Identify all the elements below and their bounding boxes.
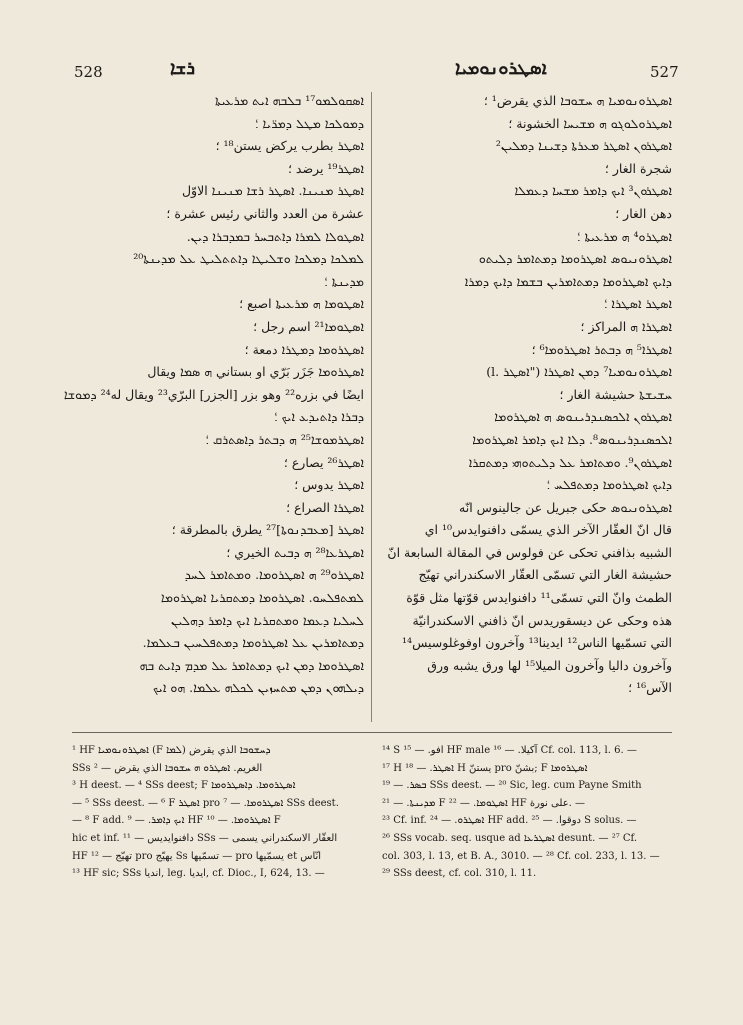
dictionary-line: ܡܕܝܢܬܐ ؛ [324, 273, 364, 289]
dictionary-line: ܕܝܠܗܘܢ ܕܡܢ ܡܬܚܙܝܢ ܠܟܠܗ ܥܠܡܐ. ܗܘ ܐܝܟ [152, 680, 364, 696]
footnote-line: — ⁸ F add. ܐܝܟ ܕܐܡܪ. — ⁹ HF ܐܣܛܪܘܡܐ. — ¹⁰ F [72, 815, 281, 827]
left-column [63, 90, 364, 700]
dictionary-line: ܐܣܛܪܘܠܘܓܘ ܗ ܡܫܝܚܐ الخشونة ؛ [508, 115, 672, 131]
dictionary-line: عشرة من العدد والثاني رئيس عشرة ؛ [166, 205, 364, 221]
dictionary-line: ܐܣܛܪܘܢ ܐܠܟܣܢܕܪܝܢܘܣ ܗ ܐܣܛܪܘܡܐ [494, 409, 672, 425]
dictionary-line: الشبيه بذافني تحكى عن فولوس في المقالة السابعة انّ [387, 544, 672, 560]
left-running-title: ܪܫܐ [170, 58, 195, 79]
footnote-line: HF ¹² — تهيّج pro يهيّج Ss تسمّيها — pro يسمّيها et انّاس [72, 850, 322, 862]
dictionary-line: ܐܣܛܪܘܢܘܡܝܐ ܗ ܚܫܘܒܐ الذي يقرض¹ ؛ [483, 93, 672, 108]
dictionary-line: ܐܣܛܪ ܡܢܝܢܐ. ܐܣܛܪ ܪܫܐ ܡܢܝܢܐ الاوّل [181, 183, 364, 199]
dictionary-line: ܐܣܛܪܘܢ³ ܐܝܟ ܕܐܡܪ ܡܫܚܐ ܕܥܡܠܐ [514, 183, 672, 199]
dictionary-line: ܚܫܝܫܬܐ حشيشة الغار ؛ [559, 386, 672, 402]
footnote-line: hic et inf. ¹¹ — دافنوايديس SSs — العقّار الاسكندراني يسمى [72, 832, 338, 844]
dictionary-line: ܕܡܘܠܟܐ ܡܛܠ ܕܡܪ̈ܝܐ ؛ [255, 115, 364, 131]
footnote-line: — ⁵ SSs deest. — ⁶ F ܐܣܛܪ pro ܐܣܛܪܘܡܐ. — ⁷ SSs deest. [72, 797, 339, 809]
dictionary-line: الآس¹⁶ ؛ [628, 680, 672, 696]
footnotes-right [382, 742, 672, 883]
dictionary-line: ܐܣܛܪܘ⁴ ܗ ܡܪܥܝܬܐ ؛ [577, 228, 672, 244]
dictionary-line: ܕܐܝܟ ܐܣܛܪܘܡܐ ܕܡܬܐܡܪܝܢ ܒܫܡܐ ܕܐܝܟ ܕܡܪܐ [464, 273, 672, 289]
dictionary-line: ܐܣܛܪܘܢ⁹. ܘܡܬܐܡܪ ܥܠ ܕܠܝܬܘܗܝ ܕܡܬܩܪܐ [468, 454, 672, 470]
dictionary-line: ܐܣܛܪ²⁶ يصارع ؛ [283, 454, 364, 470]
dictionary-line: الطمث وانّ التي تسمّى¹¹ دافنوايدس قوّتها مثل قوّة [406, 590, 672, 606]
dictionary-line: ܐܣܛܘܡܐ ܗ ܡܪܥܝܬܐ اصبع ؛ [239, 296, 364, 312]
right-running-title: ܐܣܛܪܘܢܘܡܝܐ [455, 58, 547, 79]
dictionary-line: ܐܣܛܪܐ⁵ ܗ ܕܒܬܪ ܐܣܛܪܘܡܐ⁶ ؛ [531, 341, 672, 357]
dictionary-line: ܐܣܛܘܠܐ ܠܡܪܐ ܕܐܬܒܚܪ ܒܡܕܒܪܐ ܕܝܢ. [186, 228, 364, 244]
dictionary-line: ܐܣܛܪܐ ܗ المراكز ؛ [580, 318, 672, 334]
right-column [380, 90, 672, 700]
footnote-line: ³ H deest. — ⁴ SSs deest; F ܐܣܛܪܘܡܐ. ܕܐܣܛܪܘܡܐ [72, 780, 296, 792]
footnote-line: ²³ Cf. inf. ܐܣܛܪܘ. — ²⁴ HF add. دوقوا. — ²⁵ S solus. — [382, 815, 637, 827]
dictionary-line: ܐܣܛܪܡܘܫܐ²⁵ ܗ ܕܒܬܪ ܕܐܣܬܪܩ ؛ [205, 431, 364, 447]
dictionary-line: ܠܚܠܝܐ ܕܥܡܐ ܘܡܬܩܪܝܐ ܐܝܟ ܕܐܡܪ ܕܗܠܝܢ [170, 612, 364, 628]
footnote-line: col. 303, l. 13, et B. A., 3010. — ²⁸ Cf. col. 233, l. 13. — [382, 850, 660, 862]
footnote-line: ²⁹ SSs deest, cf. col. 310, l. 11. [382, 868, 537, 880]
dictionary-line: ܐܣܛܪܘܢܝܘܣ ܐܣܛܪܘܡܐ ܕܡܬܐܡܪ ܕܠܝܬܘ [478, 251, 672, 267]
dictionary-line: ܕܒܪܐ ܕܐܬܝܕܥ ܐܝܟ ؛ [274, 409, 364, 425]
dictionary-line: قال انّ العقّار الآخر الذي يسمّى دافنوايدس¹⁰ اي [424, 522, 672, 538]
dictionary-line: ܐܣܛܪܘܢܝܘܣ حكى جبريل عن جالينوس انّه [459, 499, 672, 515]
dictionary-line: ܐܣܛܪܘܡܐ ܕܡܛܪܐ دمعة ؛ [244, 341, 364, 357]
dictionary-line: ܐܣܛܪܘܡܐ جَزَر بَرّي او بستاني ܗ ܣܡܐ ويقال [147, 364, 364, 380]
footnote-line: ¹ HF ܐܣܛܪܘܢܘܡܝܐ (F ܠܡܐ) ܕܚܫܘܒܐ الذي يقرض [72, 745, 271, 756]
footnotes-left [72, 742, 362, 883]
column-divider [371, 92, 372, 722]
dictionary-line: ܐܣܛܪ¹⁹ يرضد ؛ [287, 160, 364, 176]
footnote-line: ²⁶ SSs vocab. seq. usque ad ܐܣܛܪܥܐ desunt. — ²⁷ Cf. [382, 832, 638, 844]
dictionary-line: التي تسمّيها الناس¹² ايدينا¹³ وآخرون اوفوغلوسيس¹⁴ [402, 635, 672, 651]
right-page-number: 527 [650, 63, 679, 81]
dictionary-line: ܐܠܟܣܢܕܪܝܢܘܣ⁸. ܕܠܐ ܐܝܟ ܕܐܡܪ ܐܣܛܪܘܡܐ [472, 431, 672, 447]
dictionary-line: ܐܣܛܪܐ الصراع ؛ [286, 499, 364, 515]
dictionary-line: ܐܣܛܘܡܐ²¹ اسم رجل ؛ [253, 318, 364, 334]
dictionary-line: ܐܣܛܪܘܢܘܡܝܐ⁷ ܕܡܢ ܐܣܛܪܐ ("ܐܣܛܪ .l) [486, 364, 672, 380]
dictionary-line: ܐܣܛܪ ܐܣܛܪܐ ؛ [604, 296, 672, 312]
dictionary-line: ܐܣܩܘܠܡܘ¹⁷ ܒܠܒܗ ܐܝܬ ܡܪܥܝܬܐ [214, 93, 364, 108]
dictionary-line: شجرة الغار ؛ [604, 160, 672, 176]
footnote-line: ܡܕܝܢܬܐ. — ²¹ F ܐܣܛܘܡܐ. — ²² HF على نورة. — [382, 797, 586, 809]
dictionary-line: ܐܣܛܪܥܐ²⁸ ܗ ܕܒܝܬ الخيري ؛ [226, 544, 364, 560]
footnote-line: ¹⁴ S افو. — ¹⁵ HF male آكيلا. — ¹⁶ Cf. col. 113, l. 6. — [382, 745, 637, 756]
dictionary-line: ܠܡܬܦܠܚܘ. ܐܣܛܪܘܡܐ ܕܡܬܩܪܝܐ ܐܣܛܪܘܡܐ [160, 590, 364, 606]
dictionary-line: ܐܣܛܪܘܢ ܐܣܛܪ ܡܥܪܬܐ ܕܫܝܢܐ ܕܡܠܝܢ² [495, 138, 672, 154]
dictionary-line: ܐܣܛܪܘ²⁹ ܗ ܐܣܛܪܘܡܐ. ܘܡܬܐܡܪ ܠܚܕ [184, 567, 364, 583]
dictionary-line: ܕܡܬܐܡܪܝܢ ܥܠ ܐܣܛܪܘܡܐ ܕܡܬܦܠܚܝܢ ܒܥܠܡܐ. [142, 635, 364, 651]
footnote-line: SSs ² — الغريم. ܐܣܛܪܘ ܗ ܚܫܘܒܐ الذي يقرض [72, 762, 263, 774]
dictionary-line: ܐܣܛܪ يدوس ؛ [294, 477, 364, 493]
footnote-rule [72, 732, 672, 733]
dictionary-line: ܐܣܛܪܘܡܐ ܕܡܢ ܐܝܟ ܕܡܬܐܡܪ ܥܠ ܡܕܡ ܕܐܝܬ ܒܗ [139, 657, 364, 673]
dictionary-line: ܕܐܝܟ ܐܣܛܪܘܡܐ ܕܡܬܦܠܚ ؛ [546, 477, 672, 493]
left-page-number: 528 [74, 63, 103, 81]
dictionary-line: دهن الغار ؛ [615, 205, 672, 221]
dictionary-line: حشيشة الغار التي تسمّى العقّار الاسكندراني تهيّج [418, 567, 672, 583]
footnote-line: ¹⁷ H ܐܣܛܪ. — ¹⁸ H يستنّ pro بشنّ; F ܐܣܛܪܘܡܐ [382, 762, 588, 774]
dictionary-line: ܠܡܠܟܐ ܕܡܠܟܐ ܘܫܠܝܛܐ ܕܐܬܬܠܝܛ ܥܠ ܡܕܝܢܬܐ²⁰ [133, 251, 364, 267]
dictionary-line: وآخرون داليا وآخرون الميلا¹⁵ لها ورق يشبه ورق [427, 657, 672, 673]
dictionary-line: ܐܣܛܪ بطرب يركض يستن¹⁸ ؛ [215, 138, 364, 154]
footnote-line: ܒܣܪ. — ¹⁹ SSs deest. — ²⁰ Sic, leg. cum Payne Smith [382, 780, 642, 792]
dictionary-line: ܐܣܛܪ [ܡܥܒܕܢܘܬܐ]²⁷ يطرق بالمطرقة ؛ [171, 522, 364, 538]
footnote-line: ¹³ HF sic; SSs انديا, leg. ايديا, cf. Dioc., I, 624, 13. — [72, 868, 325, 880]
dictionary-line: هذه وحكى عن ديسقوريدس انّ ذافني الاسكندرانيّة [412, 612, 672, 628]
dictionary-line: ايضًا في بزره²² وهو بزر [الجزر] البرّي²³ ويقال له²⁴ ܕܡܘܫܐ [63, 386, 364, 402]
